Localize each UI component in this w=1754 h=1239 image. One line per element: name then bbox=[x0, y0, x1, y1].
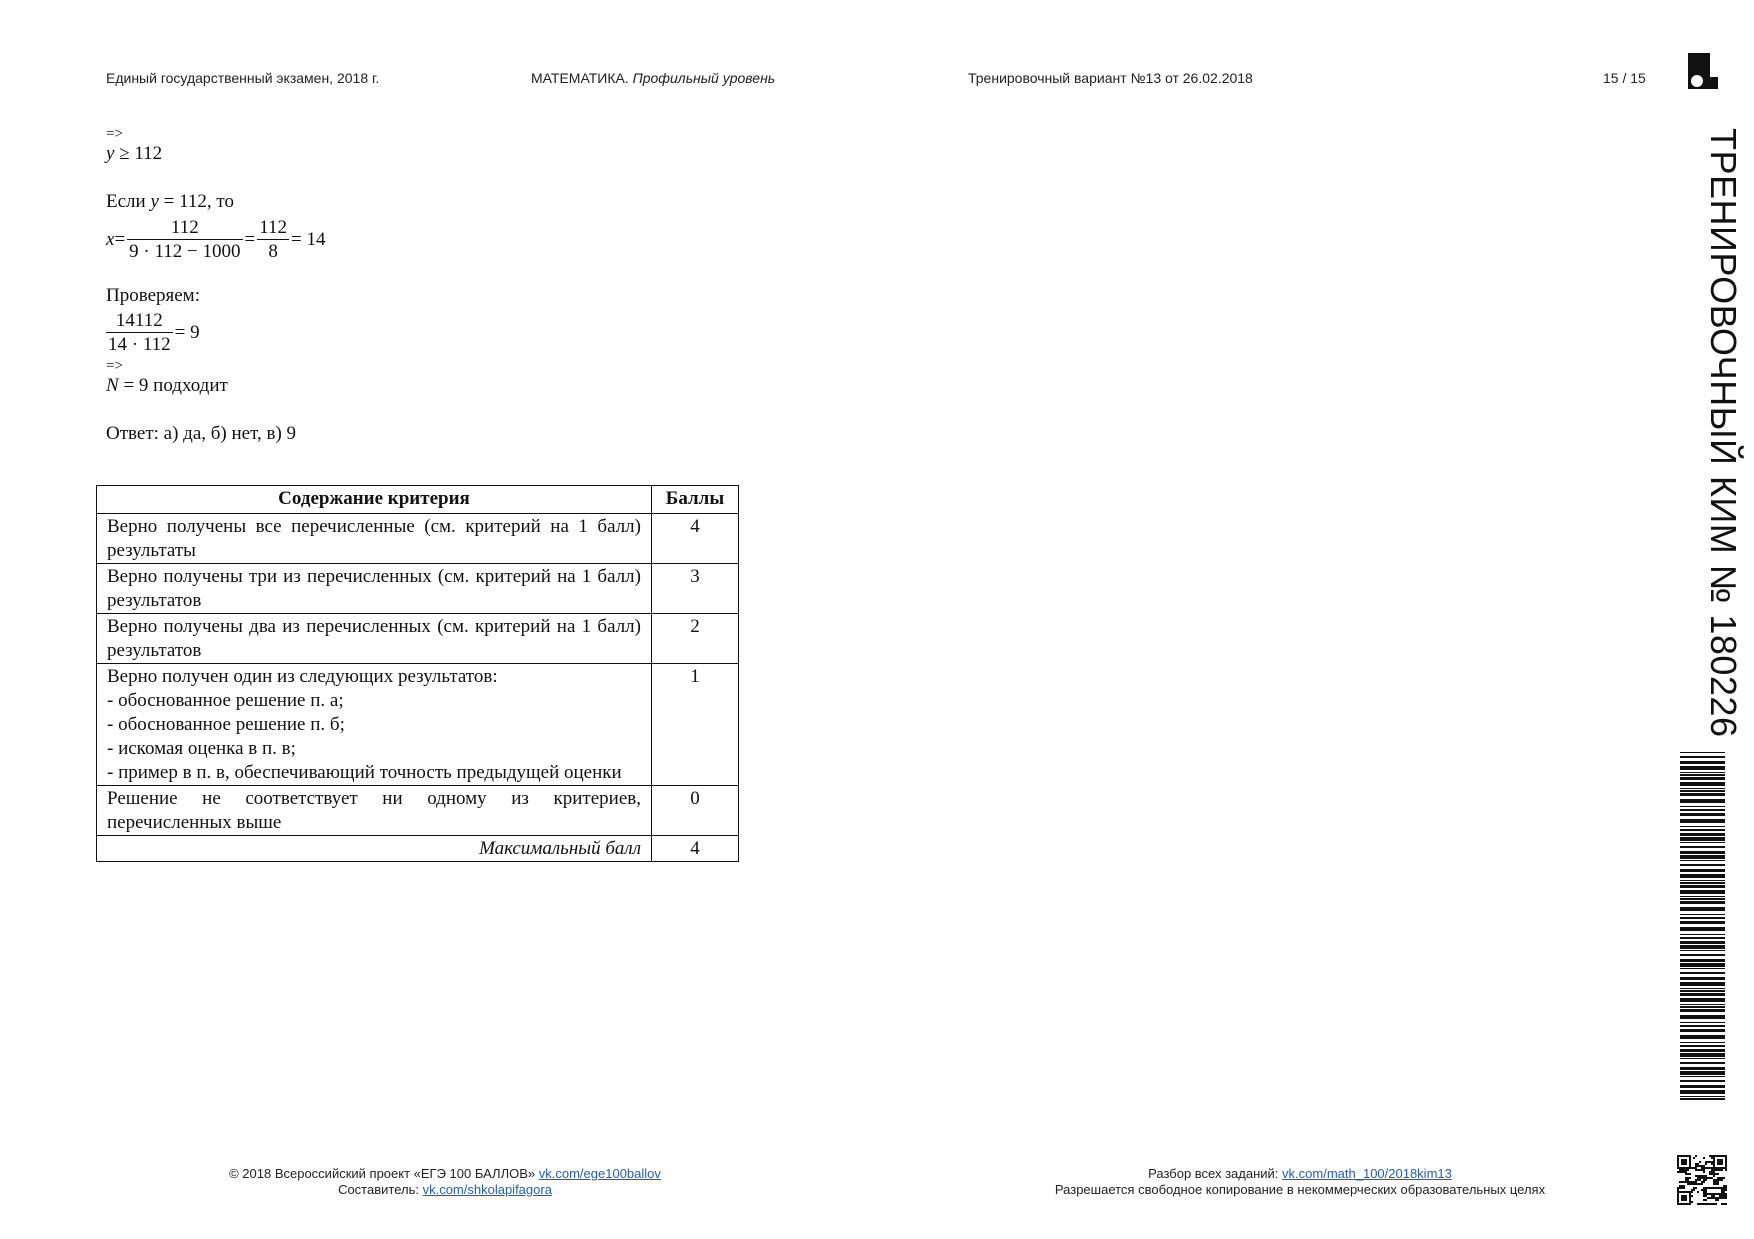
column-header-criteria: Содержание критерия bbox=[97, 486, 652, 514]
barcode-icon bbox=[1680, 752, 1725, 1100]
criteria-points: 3 bbox=[652, 564, 739, 614]
var-y: y bbox=[150, 191, 159, 212]
fraction-numerator: 112 bbox=[127, 217, 242, 240]
max-score-value: 4 bbox=[652, 836, 739, 862]
inequality-line bbox=[106, 142, 325, 166]
criteria-line: Верно получены два из перечисленных (см. критерий на 1 балл) результатов bbox=[107, 616, 641, 661]
corner-marker-icon bbox=[1688, 53, 1718, 89]
criteria-line: Верно получен один из следующих результатов: bbox=[107, 666, 498, 687]
table-row bbox=[97, 786, 739, 836]
equals-sign: = bbox=[244, 229, 256, 250]
implies-arrow: => bbox=[106, 126, 123, 142]
criteria-text bbox=[97, 564, 652, 614]
qr-code-icon bbox=[1677, 1155, 1727, 1205]
fraction-numerator: 14112 bbox=[106, 310, 173, 333]
fraction-1 bbox=[127, 217, 242, 264]
table-header-row bbox=[97, 486, 739, 514]
side-title bbox=[1704, 128, 1744, 748]
footer-link-shkolapifagora[interactable]: vk.com/shkolapifagora bbox=[422, 1182, 552, 1197]
header-subject bbox=[531, 70, 775, 86]
footer-license: Разрешается свободное копирование в некоммерческих образовательных целях bbox=[1054, 1182, 1546, 1197]
fraction-denominator: 8 bbox=[268, 240, 278, 262]
fraction-denominator: 9 · 112 − 1000 bbox=[129, 240, 241, 262]
criteria-text bbox=[97, 614, 652, 664]
x-equation bbox=[106, 214, 325, 266]
column-header-points: Баллы bbox=[652, 486, 739, 514]
check-equation bbox=[106, 308, 325, 358]
criteria-line: - искомая оценка в п. в; bbox=[107, 738, 296, 759]
var-y: y bbox=[106, 143, 115, 164]
criteria-line: Верно получены все перечисленные (см. критерий на 1 балл) результаты bbox=[107, 516, 641, 561]
criteria-text bbox=[97, 514, 652, 564]
footer-copyright-line bbox=[170, 1166, 720, 1182]
criteria-line: - обоснованное решение п. а; bbox=[107, 690, 344, 711]
if-line bbox=[106, 190, 325, 214]
solution-block bbox=[106, 126, 325, 446]
n-line bbox=[106, 374, 325, 398]
if-rest-text: = 112, то bbox=[158, 191, 234, 212]
criteria-text bbox=[97, 664, 652, 786]
footer-analysis-line bbox=[1020, 1166, 1580, 1182]
footer-link-math100[interactable]: vk.com/math_100/2018kim13 bbox=[1282, 1166, 1452, 1181]
footer-left bbox=[170, 1166, 720, 1198]
fraction-denominator: 14 · 112 bbox=[108, 333, 171, 355]
criteria-points: 0 bbox=[652, 786, 739, 836]
criteria-text bbox=[97, 786, 652, 836]
criteria-table bbox=[96, 485, 739, 862]
header-exam: Единый государственный экзамен, 2018 г. bbox=[106, 70, 380, 86]
if-text: Если bbox=[106, 191, 151, 212]
footer-right bbox=[1020, 1166, 1580, 1198]
check-label: Проверяем: bbox=[106, 285, 200, 306]
footer-author-line bbox=[170, 1182, 720, 1198]
side-title-text: ТРЕНИРОВОЧНЫЙ КИМ № 180226 bbox=[1703, 128, 1744, 738]
table-max-row bbox=[97, 836, 739, 862]
criteria-points: 1 bbox=[652, 664, 739, 786]
criteria-line: - пример в п. в, обеспечивающий точность предыдущей оценки bbox=[107, 762, 622, 783]
footer-author-label: Составитель: bbox=[338, 1182, 419, 1197]
table-row bbox=[97, 564, 739, 614]
equation-result: = 14 bbox=[291, 229, 326, 250]
inequality-text: ≥ 112 bbox=[114, 143, 163, 164]
header-subject-name: МАТЕМАТИКА. bbox=[531, 70, 629, 86]
check-result: = 9 bbox=[174, 322, 200, 343]
fraction-2 bbox=[257, 217, 289, 264]
footer-copyright: © 2018 Всероссийский проект «ЕГЭ 100 БАЛЛОВ» bbox=[229, 1166, 536, 1181]
criteria-points: 4 bbox=[652, 514, 739, 564]
fraction-3 bbox=[106, 310, 173, 357]
table-row bbox=[97, 614, 739, 664]
footer-link-ege100ballov[interactable]: vk.com/ege100ballov bbox=[538, 1166, 661, 1181]
max-score-label: Максимальный балл bbox=[97, 836, 652, 862]
header-subject-level: Профильный уровень bbox=[632, 70, 776, 86]
equals-sign: = bbox=[114, 229, 126, 250]
criteria-line: Решение не соответствует ни одному из критериев, перечисленных выше bbox=[107, 788, 641, 833]
criteria-points: 2 bbox=[652, 614, 739, 664]
answer-line: Ответ: а) да, б) нет, в) 9 bbox=[106, 423, 297, 444]
table-row bbox=[97, 664, 739, 786]
n-text: = 9 подходит bbox=[118, 375, 228, 396]
var-x: x bbox=[106, 229, 115, 250]
fraction-numerator: 112 bbox=[259, 216, 288, 238]
criteria-line: - обоснованное решение п. б; bbox=[107, 714, 345, 735]
header-variant: Тренировочный вариант №13 от 26.02.2018 bbox=[968, 70, 1253, 86]
implies-arrow: => bbox=[106, 358, 123, 374]
var-n: N bbox=[106, 375, 119, 396]
criteria-line: Верно получены три из перечисленных (см. критерий на 1 балл) результатов bbox=[107, 566, 641, 611]
footer-analysis-label: Разбор всех заданий: bbox=[1148, 1166, 1279, 1181]
table-row bbox=[97, 514, 739, 564]
header-page-number: 15 / 15 bbox=[1603, 70, 1646, 86]
